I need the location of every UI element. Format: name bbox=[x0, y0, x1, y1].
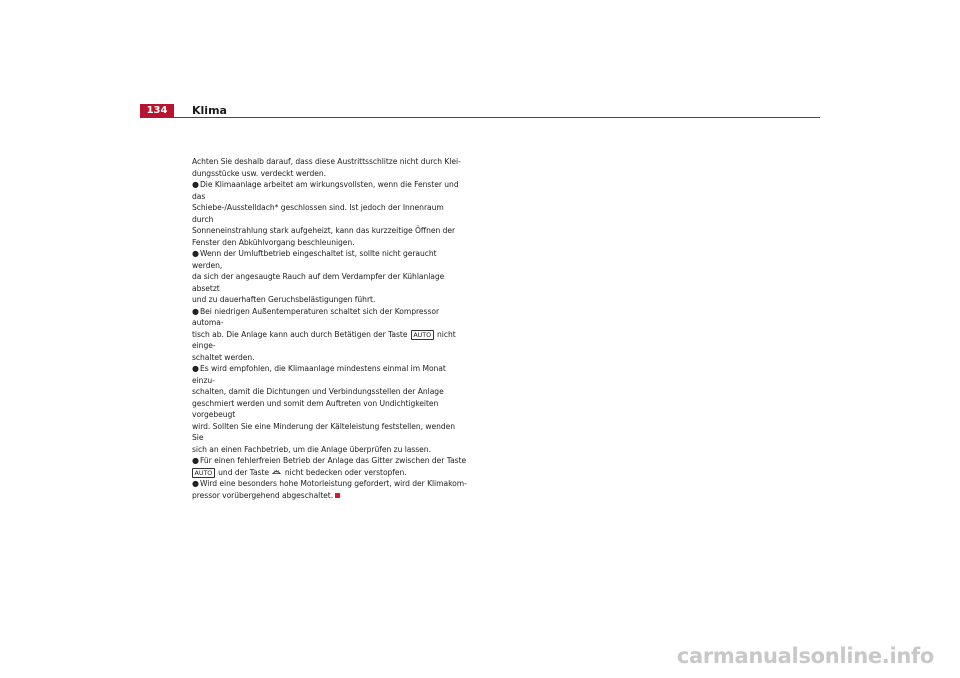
bullet-item-windows bbox=[192, 179, 467, 248]
text-line: da sich der angesaugte Rauch auf dem Verdampfer der Kühlanlage absetzt bbox=[192, 272, 445, 293]
text-line: schaltet werden. bbox=[192, 352, 255, 362]
text-line: nicht einge- bbox=[192, 329, 456, 350]
intro-paragraph bbox=[192, 156, 467, 179]
watermark-text: carmanualsonline.info bbox=[676, 644, 934, 668]
body-text bbox=[192, 156, 467, 501]
bullet-icon: ● bbox=[192, 306, 199, 316]
text-line: wird. Sollten Sie eine Minderung der Kälteleistung feststellen, wenden Sie bbox=[192, 421, 456, 442]
text-line: Es wird empfohlen, die Klimaanlage mindestens einmal im Monat einzu- bbox=[192, 364, 446, 385]
text-line: und zu dauerhaften Geruchsbelästigungen führt. bbox=[192, 295, 376, 304]
section-end-mark bbox=[335, 493, 340, 498]
bullet-item-compressor bbox=[192, 306, 467, 364]
header-rule bbox=[140, 117, 820, 118]
text-line: und der Taste bbox=[218, 467, 270, 477]
text-line: tisch ab. Die Anlage kann auch durch Betätigen der Taste bbox=[192, 329, 408, 339]
text-line: Die Klimaanlage arbeitet am wirkungsvollsten, wenn die Fenster und das bbox=[192, 180, 459, 201]
bullet-icon: ● bbox=[192, 364, 199, 373]
text-line: pressor vorübergehend abgeschaltet. bbox=[192, 490, 334, 500]
auto-key-symbol: AUTO bbox=[192, 468, 215, 478]
bullet-icon: ● bbox=[192, 249, 199, 258]
text-line: Schiebe-/Ausstelldach* geschlossen sind. Ist jedoch der Innenraum durch bbox=[192, 203, 444, 224]
text-line: sich an einen Fachbetrieb, um die Anlage überprüfen zu lassen. bbox=[192, 444, 431, 454]
text-line: nicht bedecken oder verstopfen. bbox=[284, 467, 407, 477]
bullet-icon: ● bbox=[192, 479, 199, 488]
windscreen-defrost-icon bbox=[272, 468, 281, 476]
text-line: geschmiert werden und somit dem Auftreten von Undichtigkeiten vorgebeugt bbox=[192, 398, 439, 419]
bullet-item-grille bbox=[192, 455, 467, 478]
text-line: schalten, damit die Dichtungen und Verbindungsstellen der Anlage bbox=[192, 387, 444, 396]
auto-key-symbol: AUTO bbox=[411, 330, 434, 340]
text-line: Wird eine besonders hohe Motorleistung gefordert, wird der Klimakom- bbox=[200, 479, 467, 488]
text-line: Bei niedrigen Außentemperaturen schaltet sich der Kompressor automa- bbox=[192, 306, 440, 327]
text-line: dungsstücke usw. verdeckt werden. bbox=[192, 168, 327, 178]
bullet-item-recirculation bbox=[192, 248, 467, 306]
text-line: Achten Sie deshalb darauf, dass diese Austrittsschlitze nicht durch Klei- bbox=[192, 157, 461, 166]
bullet-item-engine-load bbox=[192, 478, 467, 501]
bullet-icon: ● bbox=[192, 180, 199, 189]
text-line: Wenn der Umluftbetrieb eingeschaltet ist, sollte nicht geraucht werden, bbox=[192, 249, 437, 270]
text-line: Für einen fehlerfreien Betrieb der Anlage das Gitter zwischen der Taste bbox=[200, 456, 467, 465]
bullet-item-maintenance bbox=[192, 363, 467, 455]
chapter-title: Klima bbox=[192, 104, 227, 117]
page-number: 134 bbox=[140, 104, 174, 118]
text-line: Fenster den Abkühlvorgang beschleunigen. bbox=[192, 237, 355, 247]
text-line: Sonneneinstrahlung stark aufgeheizt, kann das kurzzeitige Öffnen der bbox=[192, 226, 456, 235]
bullet-icon: ● bbox=[192, 456, 199, 465]
